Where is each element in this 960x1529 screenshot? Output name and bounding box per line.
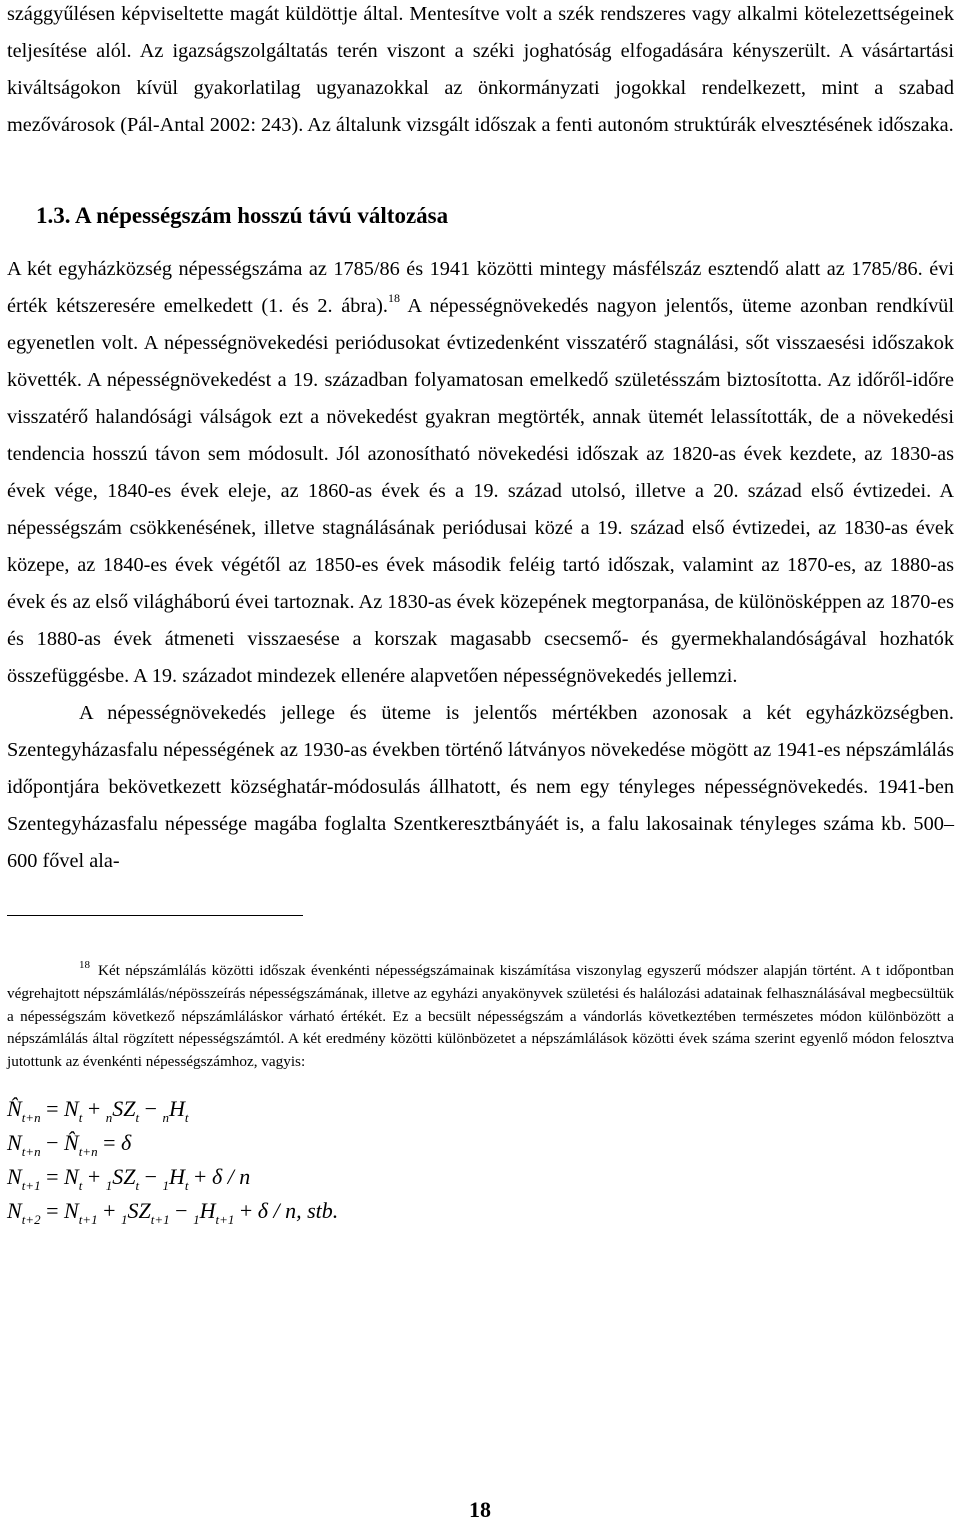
formula-2-delta: δ xyxy=(121,1129,132,1155)
formula-1-term3: H xyxy=(169,1095,185,1121)
main-paragraph-part-a: A két egyházközség népességszáma az 1785/86 és 1941 közötti mintegy másfélszáz esztendő alatt az 1785/86. évi érték kétszeresére emelkedett (1. és 2. ábra). xyxy=(7,258,954,317)
page-number: 18 xyxy=(469,1497,491,1522)
formula-2-lhs-sub: t+n xyxy=(21,1143,41,1159)
main-paragraph-part-b: A népességnövekedés nagyon jelentős, üteme azonban rendkívül egyenetlen volt. A népességnövekedési periódusokat évtizedenként visszatérő stagnálási, sőt visszaesési időszakok követték. A népességnövekedést a 19. században folyamatosan emelkedő születésszám biztosította. Az időről-időre visszatérő halandósági válságok ezt a növekedést gyakran megtörték, annak ütemét lelassították, de a növekedési tendencia hosszú távon sem módosult. Jól azonosítható növekedési időszak az 1820-as évek kezdete, az 1830-as évek vége, 1840-es évek eleje, az 1860-as évek és a 19. század utolsó, illetve a 20. század első évtizedei. A népességszám csökkenésének, illetve stagnálásának periódusai közé a 19. század első évtizedei, az 1830-as évek közepe, az 1840-es évek végétől az 1850-es évek második feléig tartó időszak, valamint az 1870-es, az 1880-as évek és az első világháború évei tartoznak. Az 1830-as évek közepének megtorpanása, de különösképpen az 1870-es és 1880-as évek átmeneti visszaesése a korszak magasabb csecsemő- és gyermekhalandóságával hozhatók összefüggésbe. A 19. századot mindezek ellenére alapvetően népességnövekedés jellemzi. xyxy=(7,295,955,687)
formula-2-rhs-sub: t+n xyxy=(78,1143,98,1159)
formula-4-term1: N xyxy=(64,1197,79,1223)
formula-3-op3: + xyxy=(194,1163,207,1189)
formula-4-term3-sub: t+1 xyxy=(215,1211,235,1227)
formula-3-lhs-sub: t+1 xyxy=(21,1177,41,1193)
footnote-reference[interactable]: 18 xyxy=(387,291,400,305)
formula-2-lhs: N xyxy=(7,1129,22,1155)
formula-3-op1: + xyxy=(87,1163,101,1189)
formula-4-tail: δ / n, stb. xyxy=(257,1197,339,1223)
footnote-separator xyxy=(7,915,303,916)
formula-4-lhs-sub: t+2 xyxy=(21,1211,41,1227)
formula-1 xyxy=(7,1092,954,1126)
formula-3-term2-sub: t xyxy=(135,1177,140,1193)
formula-1-lhs-sub: t+n xyxy=(21,1109,41,1125)
document-page xyxy=(7,0,954,1228)
formula-1-term1-sub: t xyxy=(78,1109,83,1125)
footnote-text: Két népszámlálás közötti időszak évenkénti népességszámainak kiszámítása viszonylag egyszerű módszer alapján történt. A t időpontban végrehajtott népszámlálás/népösszeírás népességszámának, illetve az egyházi anyakönyvek születési és halálozási adatainak felhasználásával megbecsültük a népességszám következő népszámláláskor várható értékét. Ez a becsült népességszám a vándorlás következtében természetes módon különbözött a népszámlálás által rögzített népességszámtól. A két eredmény közötti különbözetet a népszámlálások közötti évek száma szerint egyenlő módon felosztva jutottunk az évenkénti népességszámhoz, vagyis: xyxy=(7,962,954,1071)
formula-3 xyxy=(7,1160,954,1194)
formula-2-rhs: N̂ xyxy=(64,1129,79,1155)
main-paragraph xyxy=(7,251,954,695)
formula-4-op1: + xyxy=(103,1197,116,1223)
formula-3-term2: SZ xyxy=(112,1163,136,1189)
formula-4 xyxy=(7,1194,954,1228)
formula-4-term2: SZ xyxy=(127,1197,151,1223)
heading-spacer xyxy=(7,231,954,251)
formula-1-op1: + xyxy=(87,1095,101,1121)
formula-1-eq: = xyxy=(46,1095,59,1121)
formula-4-term1-sub: t+1 xyxy=(78,1211,98,1227)
formula-1-term3-pre: n xyxy=(162,1109,170,1125)
formula-3-term3: H xyxy=(169,1163,185,1189)
formula-2 xyxy=(7,1126,954,1160)
formula-1-term2-pre: n xyxy=(105,1109,113,1125)
formula-4-term3: H xyxy=(199,1197,216,1223)
formula-4-op2: − xyxy=(175,1197,188,1223)
formula-1-lhs: N̂ xyxy=(7,1095,22,1121)
formula-3-eq: = xyxy=(46,1163,59,1189)
formula-3-term1: N xyxy=(64,1163,79,1189)
intro-paragraph: szággyűlésen képviseltette magát küldöttje által. Mentesítve volt a szék rendszeres vagy alkalmi kötelezettségeinek teljesítése alól. Az igazságszolgáltatás terén viszont a széki joghatóság elfogadására kényszerült. A vásártartási kiváltságokon kívül gyakorlatilag ugyanazokkal az önkormányzati jogokkal rendelkezett, mint a szabad mezővárosok (Pál-Antal 2002: 243). Az általunk vizsgált időszak a fenti autonóm struktúrák elvesztésének időszaka. xyxy=(7,3,954,136)
formula-block xyxy=(7,1092,954,1228)
formula-3-term2-pre: 1 xyxy=(105,1177,113,1193)
formula-1-term2-sub: t xyxy=(135,1109,140,1125)
section-heading: 1.3. A népességszám hosszú távú változása xyxy=(36,203,449,228)
formula-4-eq: = xyxy=(46,1197,59,1223)
formula-2-eq: = xyxy=(103,1129,116,1155)
formula-3-lhs: N xyxy=(7,1163,22,1189)
formula-1-term2: SZ xyxy=(112,1095,136,1121)
formula-3-term3-sub: t xyxy=(184,1177,189,1193)
formula-1-term1: N xyxy=(64,1095,79,1121)
formula-4-term2-pre: 1 xyxy=(121,1211,128,1227)
formula-4-lhs: N xyxy=(7,1197,22,1223)
footnote xyxy=(7,960,954,1074)
formula-3-tail: δ / n xyxy=(211,1163,251,1189)
formula-3-op2: − xyxy=(144,1163,158,1189)
formula-1-term3-sub: t xyxy=(184,1109,189,1125)
formula-2-op: − xyxy=(46,1129,59,1155)
formula-3-term1-sub: t xyxy=(78,1177,83,1193)
formula-1-op2: − xyxy=(144,1095,158,1121)
formula-4-term3-pre: 1 xyxy=(193,1211,200,1227)
formula-4-term2-sub: t+1 xyxy=(150,1211,170,1227)
footnote-number: 18 xyxy=(79,959,90,971)
formula-4-op3: + xyxy=(239,1197,253,1223)
second-paragraph: A népességnövekedés jellege és üteme is jelentős mértékben azonosak a két egyházközségben. Szentegyházasfalu népességének az 1930-as években történő látványos növekedése mögött az 1941-es népszámlálás időpontjára bekövetkezett községhatár-módosulás állhatott, és nem egy tényleges népességnövekedés. 1941-ben Szentegyházasfalu népessége magába foglalta Szentkeresztbányáét is, a falu lakosainak tényleges száma kb. 500–600 fővel ala- xyxy=(7,702,954,872)
formula-3-term3-pre: 1 xyxy=(162,1177,170,1193)
